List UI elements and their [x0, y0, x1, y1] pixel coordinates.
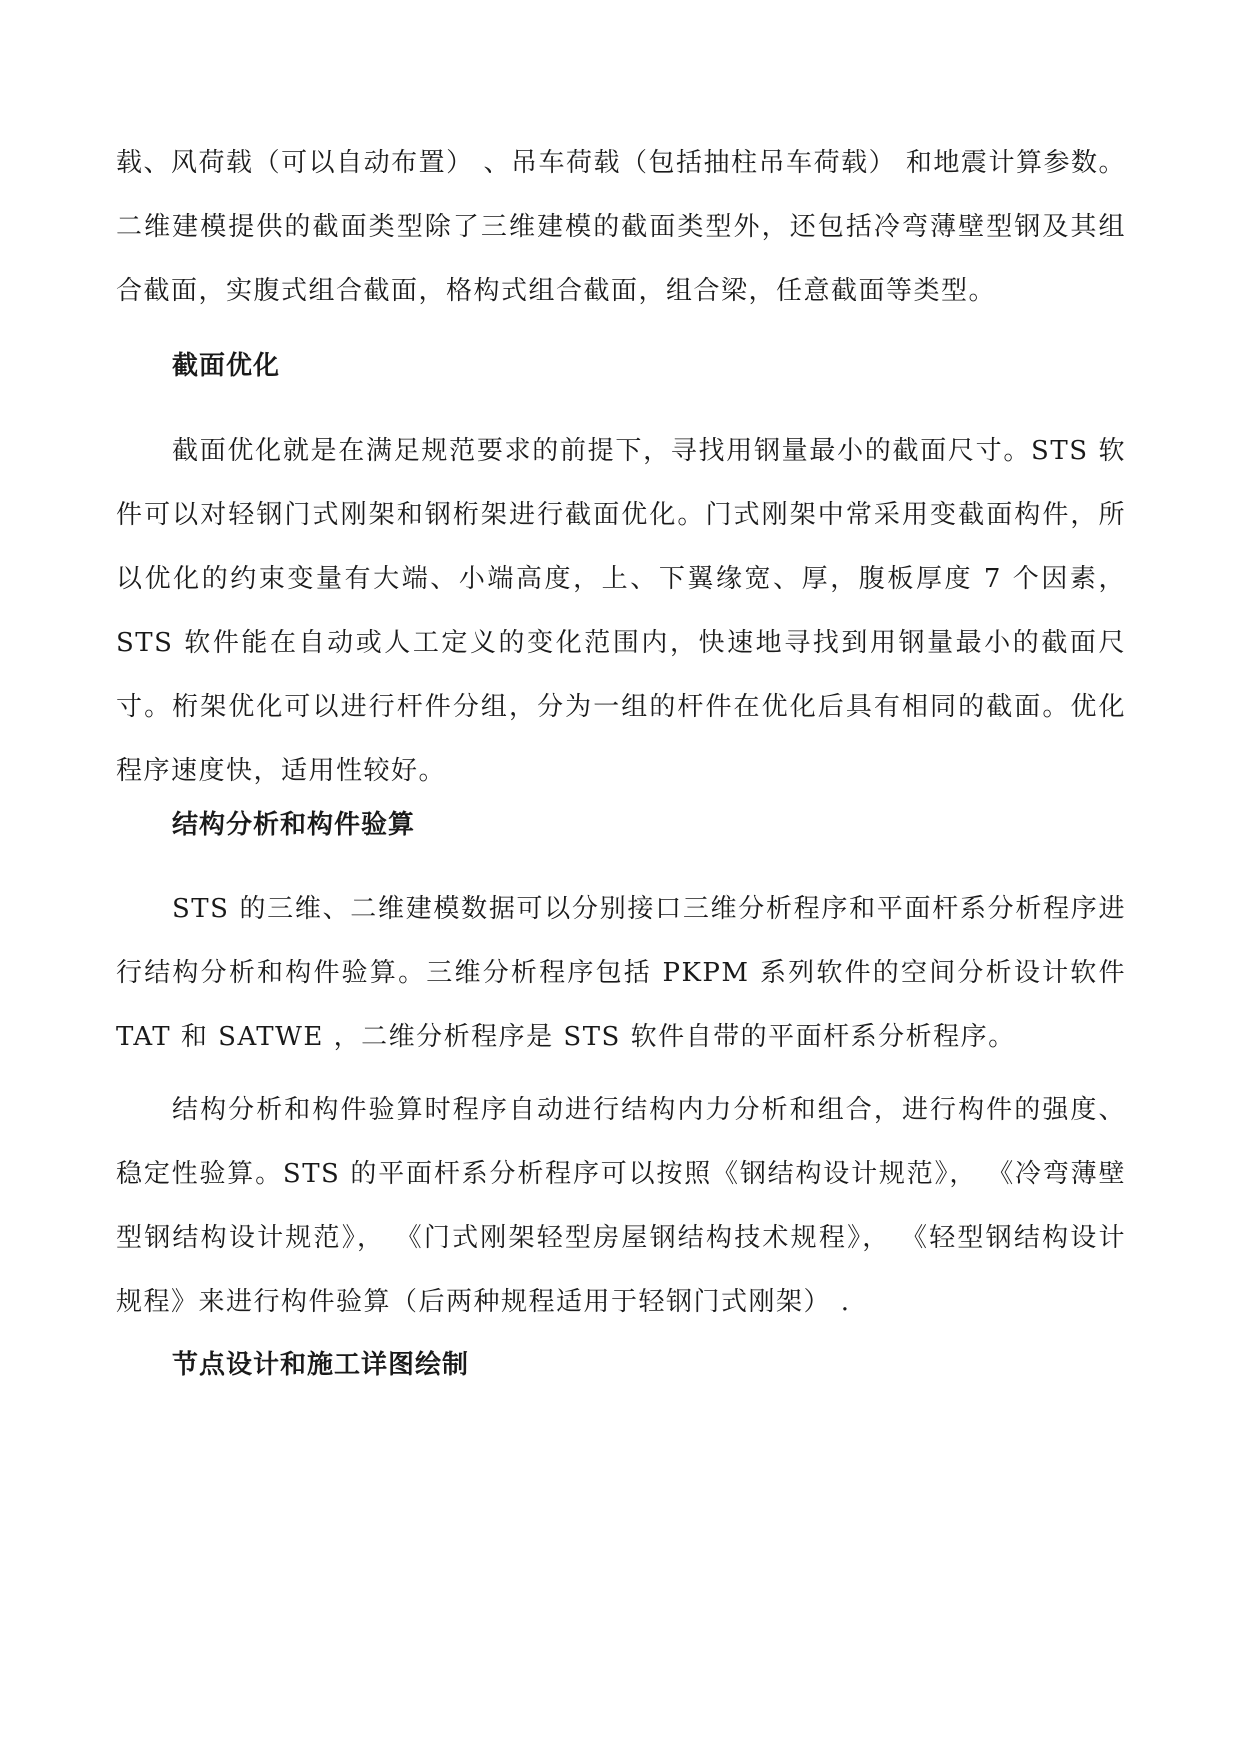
paragraph-analysis-programs: STS 的三维、二维建模数据可以分别接口三维分析程序和平面杆系分析程序进行结构分析和构件验算。三维分析程序包括 PKPM 系列软件的空间分析设计软件 TAT 和 SATWE ，二维分析程序是 STS 软件自带的平面杆系分析程序。 [116, 894, 1126, 1052]
paragraph-section-optimization: 截面优化就是在满足规范要求的前提下，寻找用钢量最小的截面尺寸。STS 软件可以对轻钢门式刚架和钢桁架进行截面优化。门式刚架中常采用变截面构件，所以优化的约束变量有大端、小端高度，上、下翼缘宽、厚，腹板厚度 7 个因素，STS 软件能在自动或人工定义的变化范围内，快速地寻找到用钢量最小的截面尺寸。桁架优化可以进行杆件分组，分为一组的杆件在优化后具有相同的截面。优化程序速度快，适用性较好。 [116, 436, 1126, 786]
section-heading-joint-design: 节点设计和施工详图绘制 [172, 1350, 470, 1380]
section-heading-structural-analysis: 结构分析和构件验算 [172, 810, 416, 840]
paragraph-member-checking: 结构分析和构件验算时程序自动进行结构内力分析和组合，进行构件的强度、稳定性验算。STS 的平面杆系分析程序可以按照《钢结构设计规范》， 《冷弯薄壁型钢结构设计规范》， 《门式刚架轻型房屋钢结构技术规程》， 《轻型钢结构设计规程》来进行构件验算（后两种规程适用于轻钢门式刚架） . [116, 1095, 1126, 1317]
section-heading-section-optimization: 截面优化 [172, 351, 281, 381]
paragraph-loads: 载、风荷载（可以自动布置） 、吊车荷载（包括抽柱吊车荷载） 和地震计算参数。二维建模提供的截面类型除了三维建模的截面类型外，还包括冷弯薄壁型钢及其组合截面，实腹式组合截面，格构式组合截面，组合梁，任意截面等类型。 [116, 148, 1126, 306]
